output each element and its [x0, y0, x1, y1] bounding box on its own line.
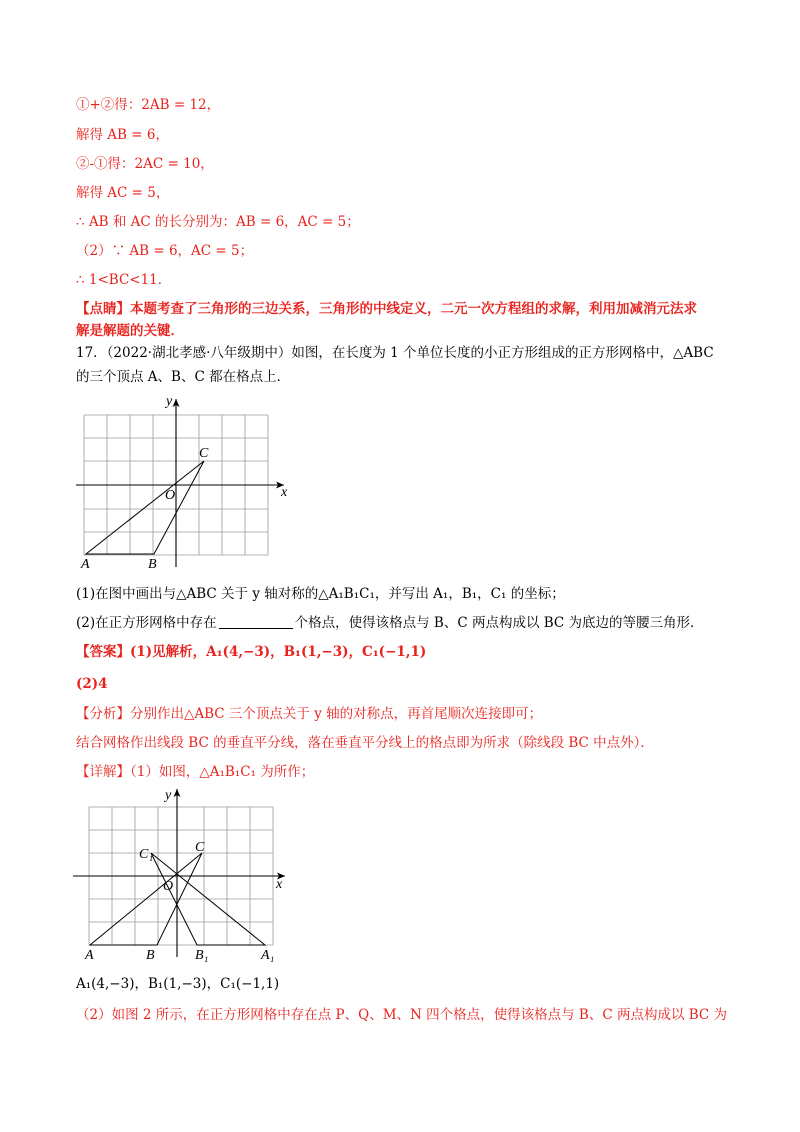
point-c1-label: C₁ — [139, 847, 154, 862]
answer-blank — [219, 614, 293, 629]
analysis-line-2: 结合网格作出线段 BC 的垂直平分线，落在垂直平分线上的格点即为所求（除线段 BC 中点外）． — [76, 735, 654, 751]
point-a1-label: A₁ — [261, 948, 275, 963]
point-c-label: C — [195, 840, 205, 855]
question-part-2-end: 个格点，使得该格点与 B、C 两点构成以 BC 为底边的等腰三角形． — [294, 615, 704, 631]
point-c-label: C — [199, 446, 209, 461]
line-7: ∴ 1<BC<11． — [76, 272, 172, 288]
point-a-label: A — [85, 948, 94, 963]
triangle-abc — [86, 461, 204, 554]
analysis-line-1: 【分析】分别作出△ABC 三个顶点关于 y 轴的对称点，再首尾顺次连接即可； — [76, 706, 543, 722]
line-5: ∴ AB 和 AC 的长分别为：AB = 6，AC = 5； — [76, 214, 360, 230]
line-1: ①+②得：2AB = 12， — [76, 97, 221, 113]
line-4: 解得 AC = 5， — [76, 185, 170, 201]
coordinates-line: A₁(4,−3)，B₁(1,−3)，C₁(−1,1) — [76, 976, 280, 992]
point-b1-label: B₁ — [195, 948, 209, 963]
y-axis-label: y — [166, 394, 173, 409]
question-part-2-start: (2)在正方形网格中存在 — [76, 615, 217, 631]
origin-label: O — [165, 488, 176, 503]
origin-label: O — [163, 879, 174, 894]
question-17-line-2: 的三个顶点 A、B、C 都在格点上． — [76, 369, 291, 385]
answer-line-1: 【答案】(1)见解析，A₁(4,−3)，B₁(1,−3)，C₁(−1,1) — [76, 644, 427, 660]
x-axis-label: x — [276, 877, 283, 892]
y-axis-label: y — [165, 788, 172, 803]
figure-1 — [81, 394, 314, 572]
question-17-line-1: 17．（2022·湖北孝感·八年级期中）如图，在长度为 1 个单位长度的小正方形组成的正方形网格中，△ABC — [76, 345, 714, 361]
line-3: ②-①得：2AC = 10， — [76, 156, 214, 172]
point-b-label: B — [146, 948, 155, 963]
remark-line-2: 解是解题的关键． — [76, 323, 184, 339]
line-6: （2）∵ AB = 6，AC = 5； — [76, 243, 254, 259]
figure-2 — [85, 787, 319, 967]
x-axis-label: x — [281, 485, 288, 500]
point-a-label: A — [81, 557, 90, 572]
detail-line-1: 【详解】（1）如图，△A₁B₁C₁ 为所作； — [76, 764, 315, 780]
question-part-1: (1)在图中画出与△ABC 关于 y 轴对称的△A₁B₁C₁，并写出 A₁，B₁，C₁ 的坐标； — [76, 586, 565, 602]
answer-line-2: (2)4 — [76, 676, 108, 692]
line-2: 解得 AB = 6， — [76, 127, 169, 143]
remark-line-1: 【点睛】本题考查了三角形的三边关系，三角形的中线定义，二元一次方程组的求解，利用加减消元法求 — [76, 301, 697, 317]
point-b-label: B — [148, 557, 157, 572]
question-part-2 — [76, 614, 704, 632]
part-2-explanation: （2）如图 2 所示，在正方形网格中存在点 P、Q、M、N 四个格点，使得该格点与 B、C 两点构成以 BC 为 — [76, 1007, 728, 1023]
